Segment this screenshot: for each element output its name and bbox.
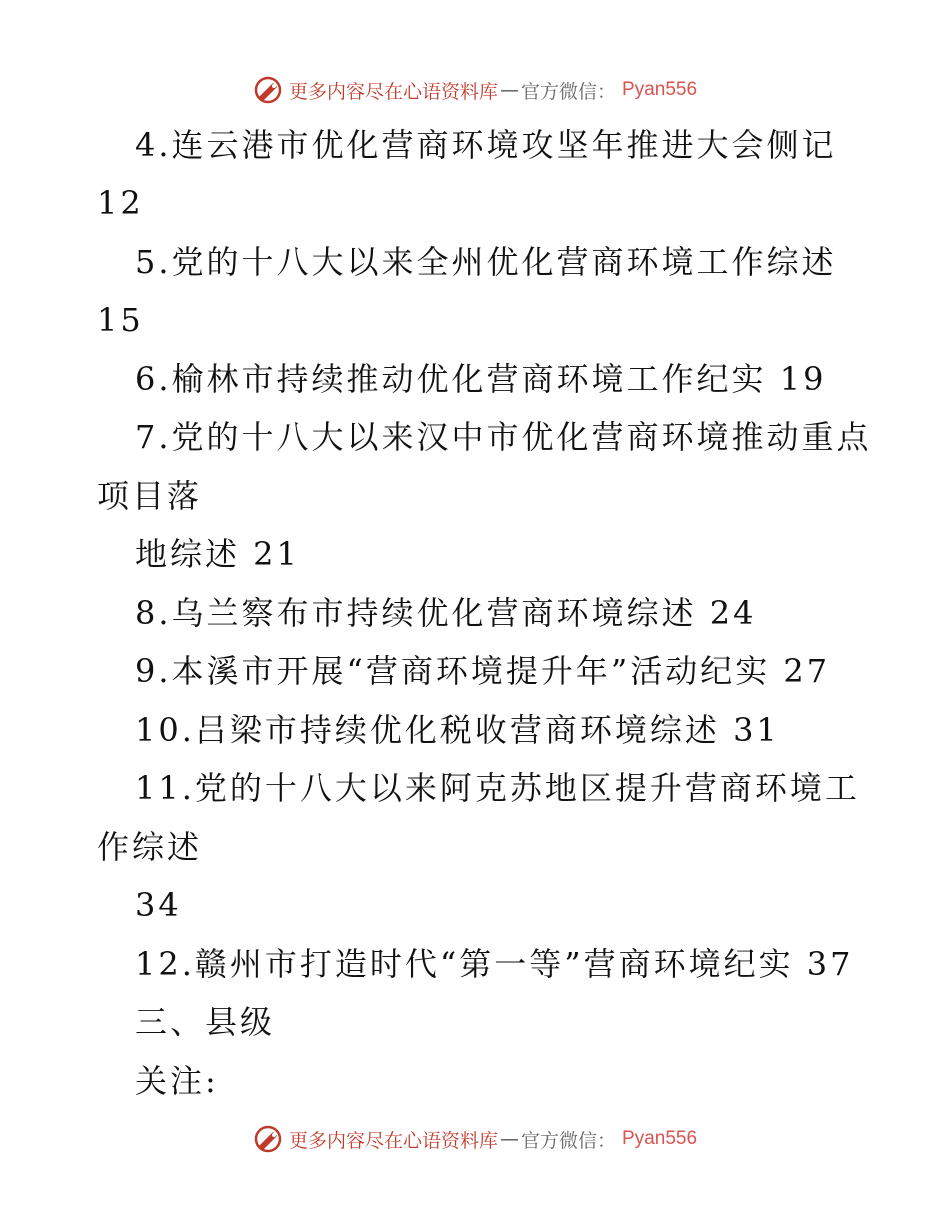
toc-entry-7-cont: 项目落 xyxy=(97,477,203,515)
watermark-text: 更多内容尽在心语资料库 xyxy=(288,80,498,103)
toc-entry-6: 6.榆林市持续推动优化营商环境工作纪实 19 xyxy=(135,360,827,398)
watermark-dash: — xyxy=(499,79,519,101)
footer-watermark xyxy=(0,1121,950,1157)
pen-nib-logo-icon xyxy=(253,75,283,105)
toc-entry-11: 11.党的十八大以来阿克苏地区提升营商环境工 xyxy=(135,769,860,807)
toc-entry-4-page: 12 xyxy=(97,184,144,222)
watermark-text: 更多内容尽在心语资料库 xyxy=(288,1129,498,1152)
watermark-wechat-label: 官方微信 xyxy=(520,80,597,103)
watermark-wechat-id: Pyan556 xyxy=(622,1128,698,1149)
pen-nib-logo-icon xyxy=(253,1124,283,1154)
toc-entry-4: 4.连云港市优化营商环境攻坚年推进大会侧记 xyxy=(135,126,837,164)
toc-entry-11-page: 34 xyxy=(135,886,182,924)
toc-entry-11-cont: 作综述 xyxy=(97,828,203,866)
watermark-colon: ： xyxy=(597,80,617,103)
toc-entry-10: 10.吕梁市持续优化税收营商环境综述 31 xyxy=(135,711,780,749)
toc-entry-12: 12.赣州市打造时代“第一等”营商环境纪实 37 xyxy=(135,945,854,983)
section-heading-county: 三、县级 xyxy=(135,1003,276,1041)
toc-entry-7: 7.党的十八大以来汉中市优化营商环境推动重点 xyxy=(135,418,872,456)
watermark-dash: — xyxy=(499,1128,519,1150)
toc-entry-5: 5.党的十八大以来全州优化营商环境工作综述 xyxy=(135,243,837,281)
toc-entry-8: 8.乌兰察布市持续优化营商环境综述 24 xyxy=(135,594,757,632)
toc-entry-9: 9.本溪市开展“营商环境提升年”活动纪实 27 xyxy=(135,652,831,690)
toc-entry-5-page: 15 xyxy=(97,301,144,339)
toc-entry-7-page: 地综述 21 xyxy=(135,535,300,573)
watermark-colon: ： xyxy=(597,1129,617,1152)
watermark-wechat-id: Pyan556 xyxy=(622,79,698,100)
follow-label: 关注: xyxy=(135,1062,219,1100)
watermark-wechat-label: 官方微信 xyxy=(520,1129,597,1152)
header-watermark xyxy=(0,72,950,108)
